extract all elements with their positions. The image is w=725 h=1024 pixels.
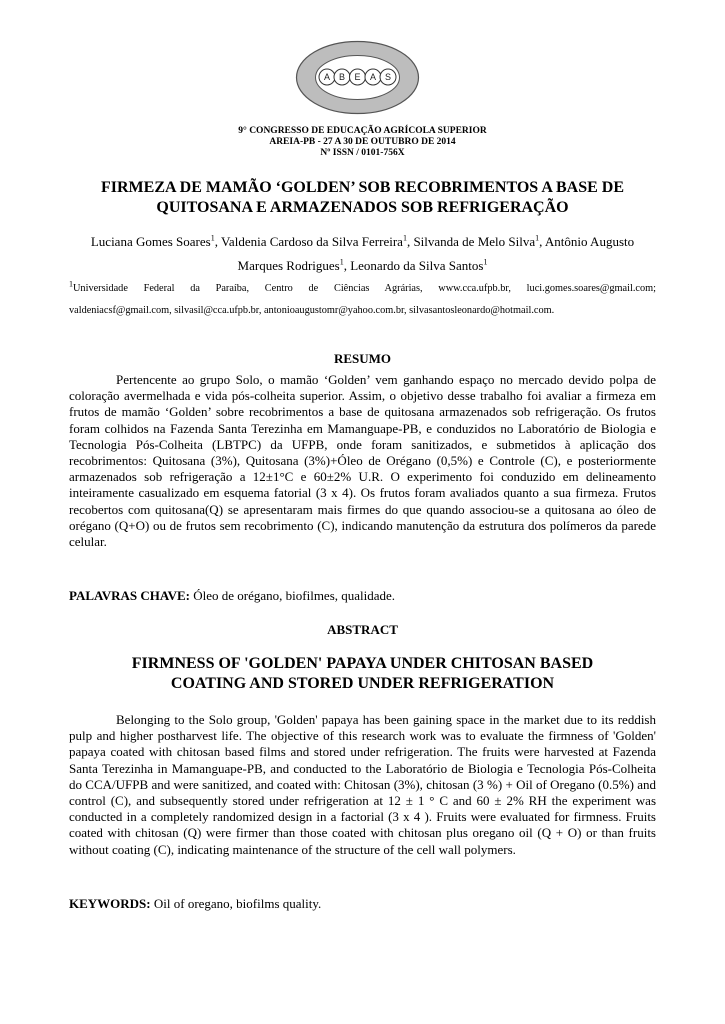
author-sup: 1 [483,257,488,267]
resumo-heading: RESUMO [333,351,392,366]
affiliation-text: Universidade Federal da Paraíba, Centro de Ciências Agrárias, www.cca.ufpb.br, luci.gomes.soares@gmail.com; [73,283,656,294]
author-name: Luciana Gomes Soares [90,234,211,249]
palavras-chave-text: Óleo de orégano, biofilmes, qualidade. [190,588,396,603]
paper-title-pt-line1: FIRMEZA DE MAMÃO ‘GOLDEN’ SOB RECOBRIMENTOS A BASE DE [100,179,625,196]
keywords [69,896,656,912]
paper-title-en-line1: FIRMNESS OF 'GOLDEN' PAPAYA UNDER CHITOSAN BASED [131,655,594,672]
logo-letter: B [338,72,346,82]
palavras-chave-label: PALAVRAS CHAVE: [69,588,190,603]
keywords-label: KEYWORDS: [69,896,151,911]
logo-letter: E [354,72,361,82]
logo-letter: A [369,72,377,82]
paper-title-en-line2: COATING AND STORED UNDER REFRIGERATION [170,675,555,692]
abstract-text: Belonging to the Solo group, 'Golden' papaya has been gaining space in the market due to its reddish pulp and higher postharvest life. The objective of this research work was to evaluate the firmness of 'Golden' papaya coated with chitosan based films and stored under refrigeration. The fruits were harvested at Fazenda Santa Terezinha in Mamanguape-PB, and conducted to the Laboratório de Biologia e Tecnologia Pós-Colheita do CCA/UFPB and were sanitized, and coated with: Chitosan (3%), chitosan (3 %) + Oil of Oregano (0.5%) and control (C), and subsequently stored under refrigeration at 12 ± 1 ° C and 60 ± 2% RH the experiment was conducted in a completely randomized design in a factorial (3 x 4 ). Fruits were evaluated for firmness. Fruits coated with chitosan (Q) were firmer than those coated with chitosan plus oregano oil (Q + O) or than fruits without coating (C), indicating maintenance of the structure of the cell wall polymers. [69,712,656,857]
logo-letter: A [323,72,331,82]
author-sup: 1 [210,233,215,243]
author-name: , Leonardo da Silva Santos [343,258,484,273]
affiliation-sup: 1 [69,279,73,289]
conference-location: AREIA-PB - 27 A 30 DE OUTUBRO DE 2014 [269,137,456,147]
author-list [70,230,655,278]
author-sup: 1 [535,233,540,243]
author-name: , Valdenia Cardoso da Silva Ferreira [214,234,403,249]
author-sup: 1 [339,257,344,267]
author-name: , Silvanda de Melo Silva [406,234,536,249]
abeas-logo [295,40,420,115]
affiliation-line1 [69,278,656,300]
conference-issn: Nº ISSN / 0101-756X [320,148,405,158]
conference-title: 9° CONGRESSO DE EDUCAÇÃO AGRÍCOLA SUPERIOR [238,126,487,136]
author-name: , Antônio Augusto Marques Rodrigues [237,234,635,273]
keywords-text: Oil of oregano, biofilms quality. [150,896,322,911]
author-sup: 1 [402,233,407,243]
resumo-text: Pertencente ao grupo Solo, o mamão ‘Golden’ vem ganhando espaço no mercado devido polpa de coloração avermelhada e vida pós-colheita superior. Assim, o objetivo desse trabalho foi avaliar a firmeza em frutos de mamão ‘Golden’ sobre recobrimentos a base de quitosana armazenados sob refrigeração. Os frutos foram colhidos na Fazenda Santa Terezinha em Mamanguape-PB, e conduzidos no Laboratório de Biologia e Tecnologia Pós-Colheita (LBTPC) da UFPB, onde foram sanitizados, e submetidos à aplicação dos recobrimentos: Quitosana (3%), Quitosana (3%)+Óleo de Orégano (0,5%) e Controle (C), e posteriormente armazenados sob refrigeração a 12±1°C e 60±2% U.R. O experimento foi conduzido em delineamento inteiramente casualizado em esquema fatorial (3 x 4). Os frutos foram avaliados quanto a sua firmeza. Frutos recobertos com quitosana(Q) se apresentaram mais firmes do que quando associou-se a quitosana ao óleo de orégano (Q+O) ou de frutos sem recobrimento (C), indicando manutenção da estrutura dos polímeros da parede celular. [69,372,656,550]
paper-title-pt-line2: QUITOSANA E ARMAZENADOS SOB REFRIGERAÇÃO [156,199,569,216]
abstract-heading: ABSTRACT [327,622,398,637]
logo-letter: S [384,72,392,82]
affiliation-line2: valdeniacsf@gmail.com, silvasil@cca.ufpb.br, antonioaugustomr@yahoo.com.br, silvasantosleonardo@hotmail.com. [69,305,555,316]
palavras-chave [69,588,656,604]
